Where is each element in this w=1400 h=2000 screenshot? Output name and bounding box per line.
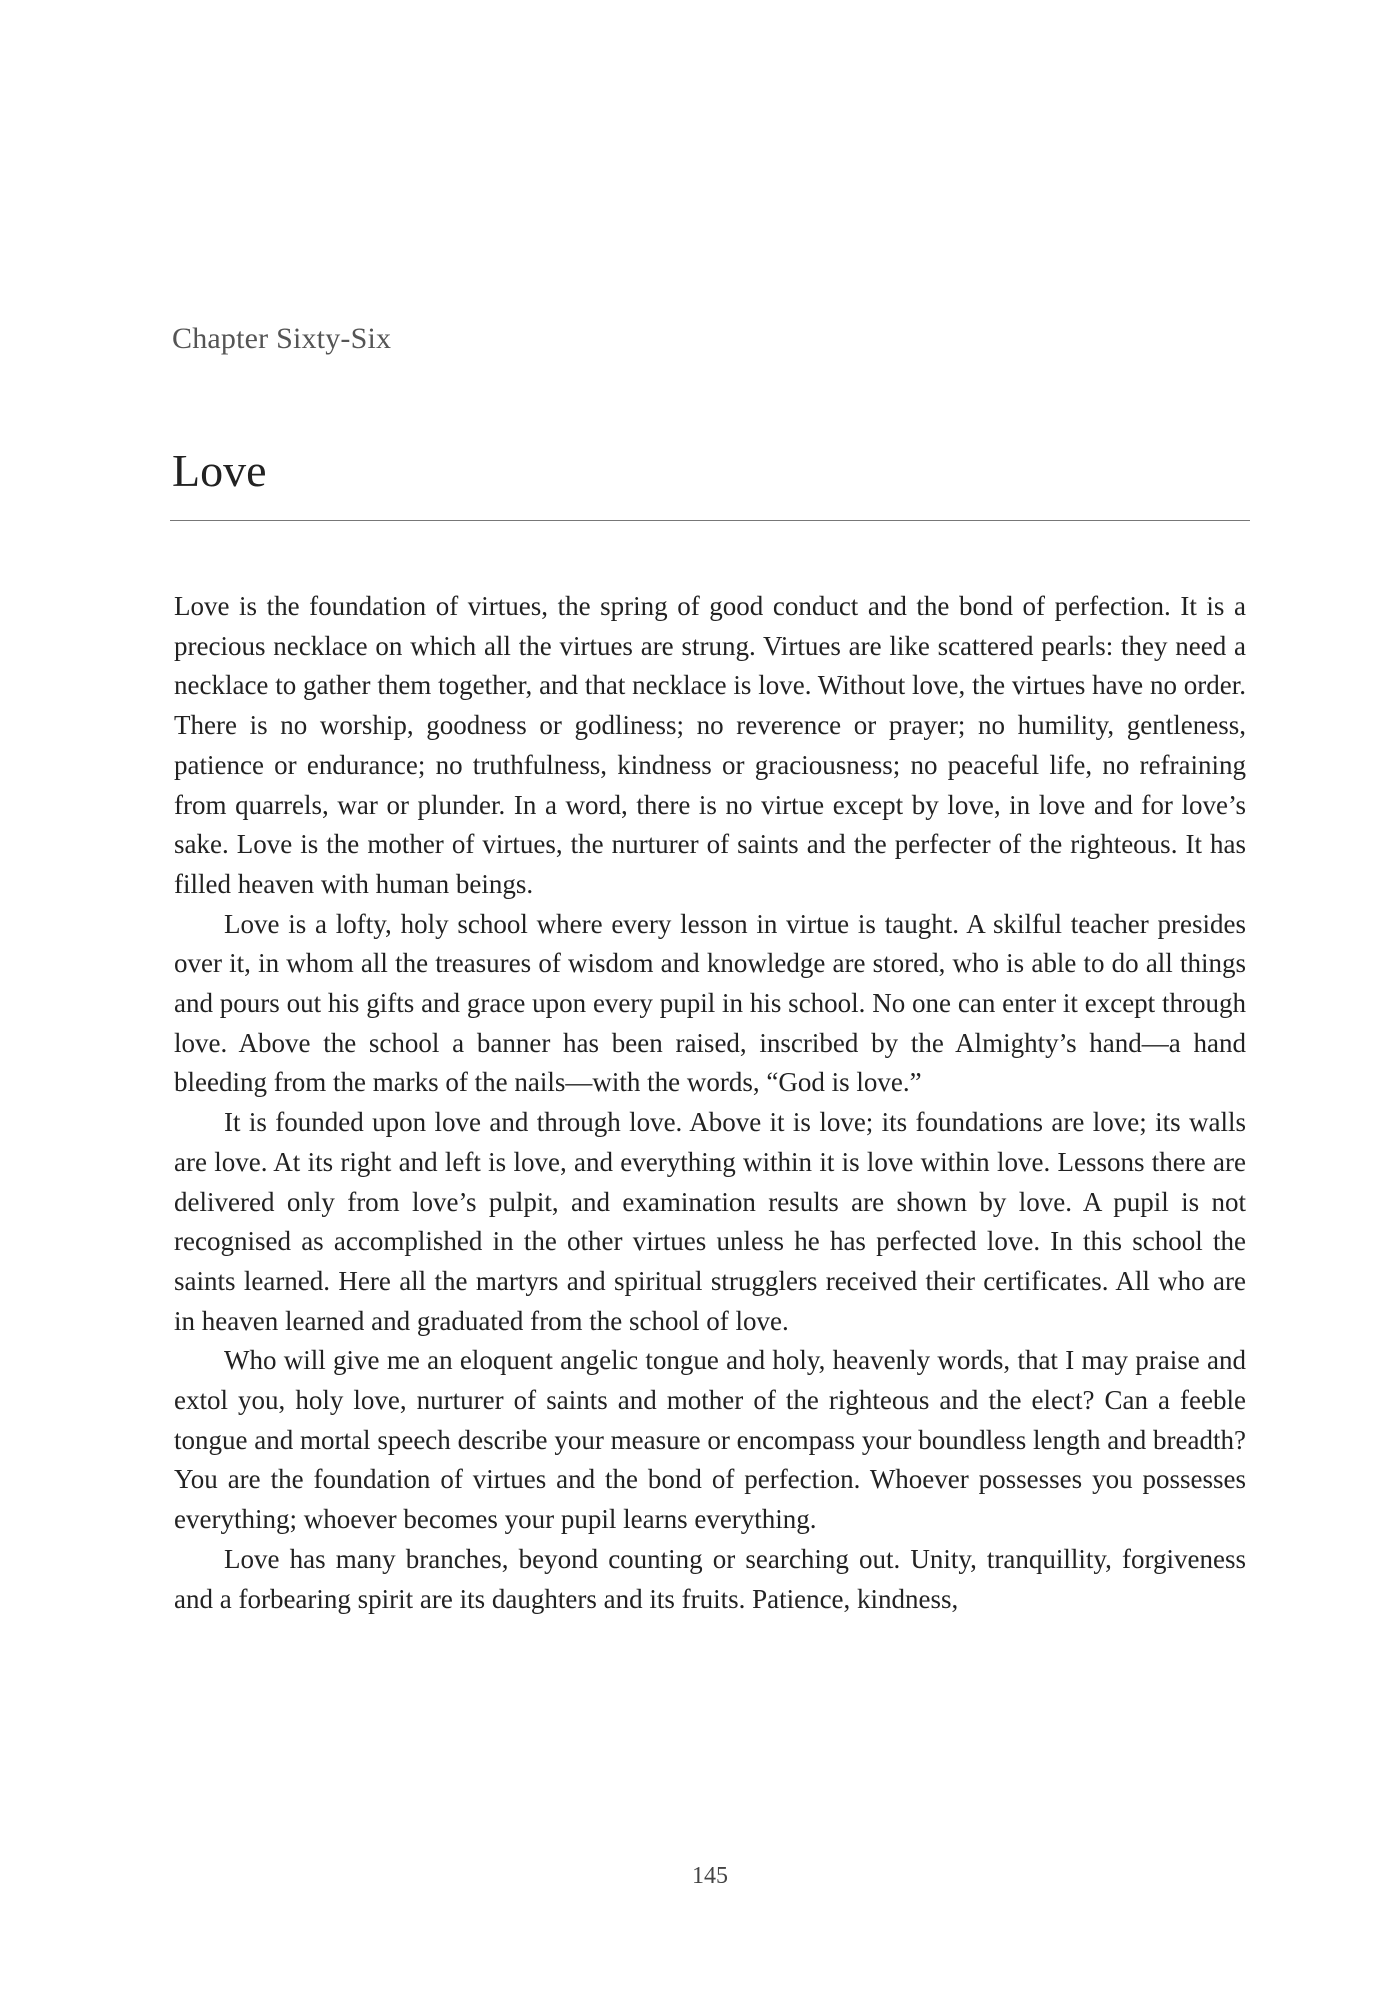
paragraph: Love is a lofty, holy school where every lesson in virtue is taught. A skilful teacher presides over it, in whom all the treasures of wisdom and knowledge are stored, who is able to do all things and pours out his gifts and grace upon every pupil in his school. No one can enter it except through love. Above the school a banner has been raised, inscribed by the Almighty’s hand—a hand bleeding from the marks of the nails—with the words, “God is love.”	[174, 908, 1246, 1098]
paragraph: It is founded upon love and through love. Above it is love; its foundations are love; its walls are love. At its right and left is love, and everything within it is love within love. Lessons there are delivered only from love’s pulpit, and examination results are shown by love. A pupil is not recognised as accomplished in the other virtues unless he has perfected love. In this school the saints learned. Here all the martyrs and spiritual strugglers received their certificates. All who are in heaven learned and graduated from the school of love.	[174, 1107, 1246, 1336]
paragraph: Who will give me an eloquent angelic tongue and holy, heavenly words, that I may praise and extol you, holy love, nurturer of saints and mother of the righteous and the elect? Can a feeble tongue and mortal speech describe your measure or encompass your boundless length and breadth? You are the foundation of virtues and the bond of perfection. Whoever possesses you possesses everything; whoever becomes your pupil learns everything.	[174, 1345, 1246, 1535]
chapter-title: Love	[172, 445, 267, 496]
chapter-label: Chapter Sixty-Six	[172, 322, 392, 355]
chapter-body	[174, 587, 1246, 1619]
paragraph: Love has many branches, beyond counting or searching out. Unity, tranquillity, forgiveness and a forbearing spirit are its daughters and its fruits. Patience, kindness,	[174, 1543, 1246, 1614]
paragraph: Love is the foundation of virtues, the spring of good conduct and the bond of perfection. It is a precious necklace on which all the virtues are strung. Virtues are like scattered pearls: they need a necklace to gather them together, and that necklace is love. Without love, the virtues have no order. There is no worship, goodness or godliness; no reverence or prayer; no humility, gentleness, patience or endurance; no truthfulness, kindness or graciousness; no peaceful life, no refraining from quarrels, war or plunder. In a word, there is no virtue except by love, in love and for love’s sake. Love is the mother of virtues, the nurturer of saints and the perfecter of the righteous. It has filled heaven with human beings.	[174, 591, 1246, 899]
title-divider	[170, 520, 1250, 521]
page-number: 145	[692, 1863, 728, 1889]
